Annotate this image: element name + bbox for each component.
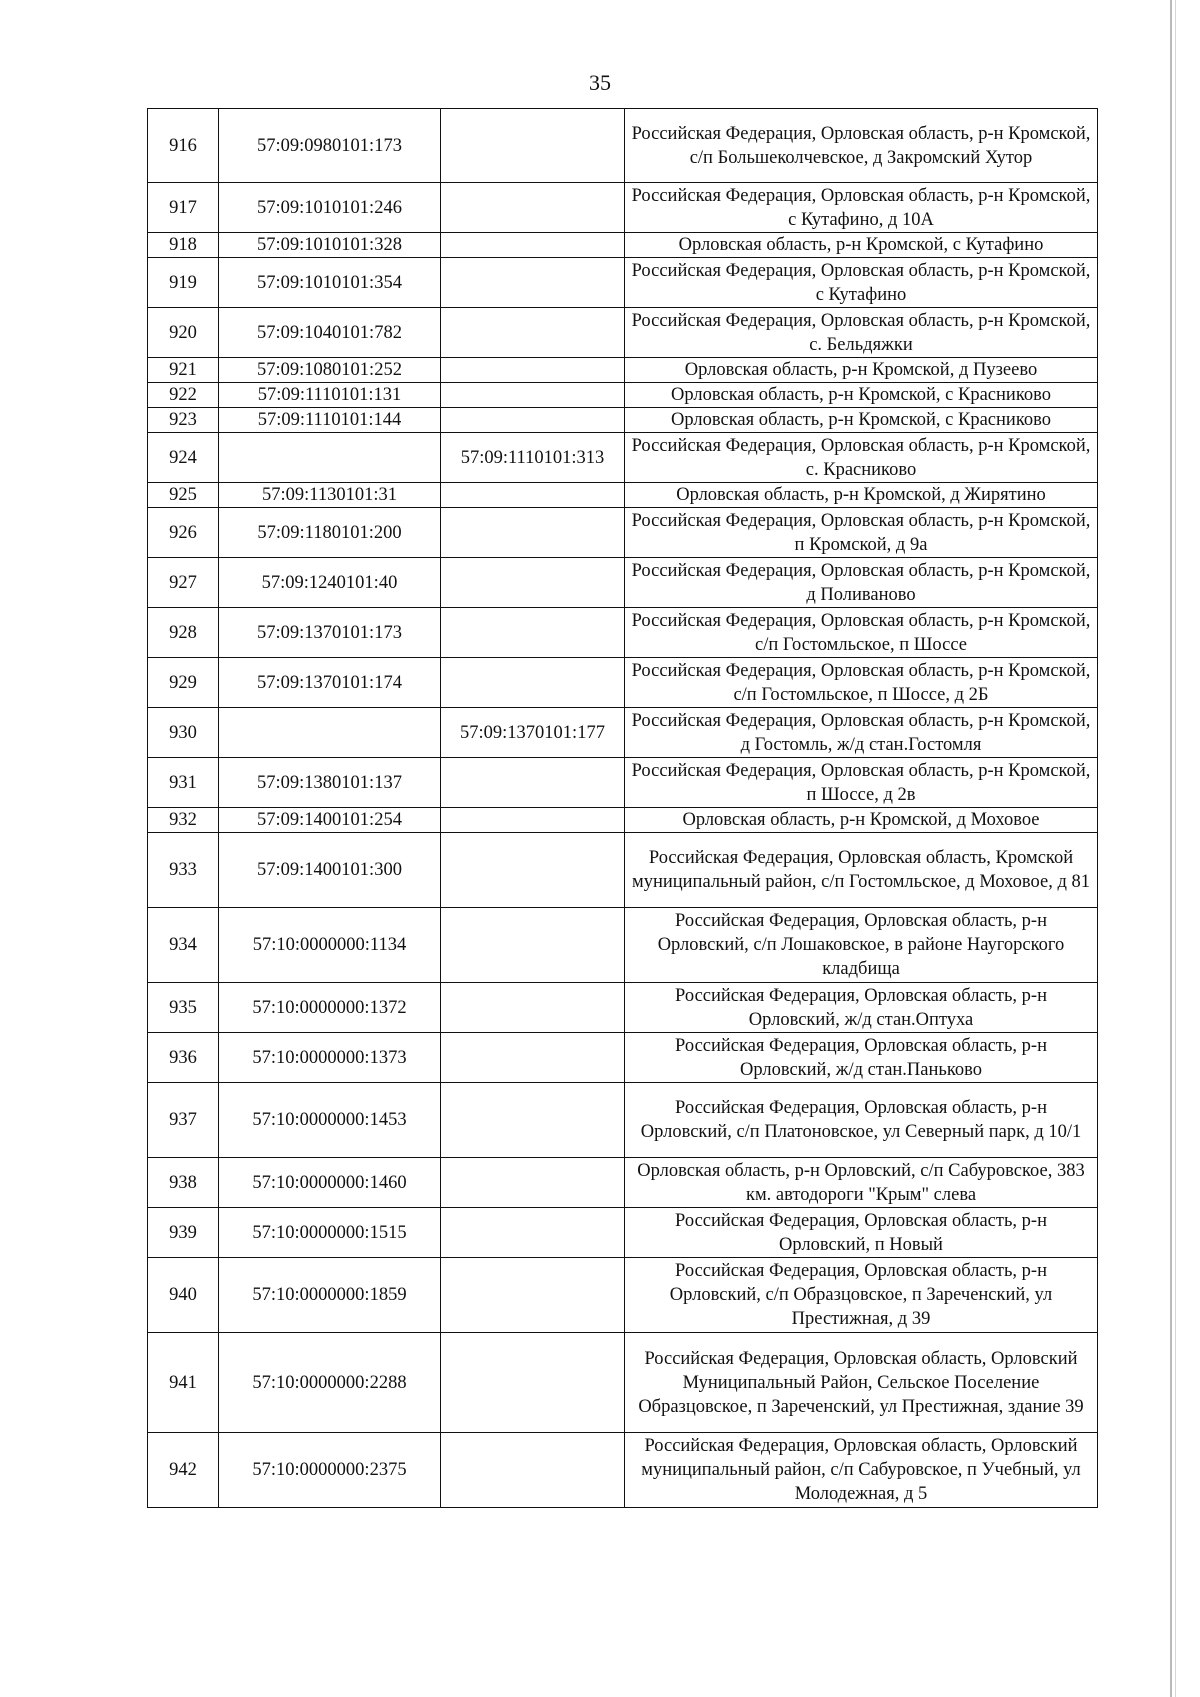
row-number-cell: 936 bbox=[148, 1033, 219, 1083]
cadastral-number-cell: 57:09:1010101:354 bbox=[219, 258, 441, 308]
cadastral-number-cell: 57:10:0000000:1460 bbox=[219, 1158, 441, 1208]
table-row bbox=[148, 109, 1098, 183]
secondary-cadastral-number-cell bbox=[441, 508, 625, 558]
address-cell: Орловская область, р-н Кромской, д Пузеево bbox=[625, 358, 1098, 383]
cadastral-number-cell: 57:09:1110101:131 bbox=[219, 383, 441, 408]
table-row bbox=[148, 758, 1098, 808]
cadastral-number-cell bbox=[219, 708, 441, 758]
secondary-cadastral-number-cell bbox=[441, 833, 625, 908]
cadastral-number-cell: 57:09:1370101:173 bbox=[219, 608, 441, 658]
table-row bbox=[148, 233, 1098, 258]
table-row bbox=[148, 658, 1098, 708]
secondary-cadastral-number-cell bbox=[441, 608, 625, 658]
table-row bbox=[148, 1158, 1098, 1208]
cadastral-number-cell: 57:09:1110101:144 bbox=[219, 408, 441, 433]
address-cell: Орловская область, р-н Кромской, д Жирятино bbox=[625, 483, 1098, 508]
cadastral-number-cell: 57:10:0000000:1859 bbox=[219, 1258, 441, 1333]
scan-edge-line bbox=[1170, 0, 1172, 1697]
row-number-cell: 941 bbox=[148, 1333, 219, 1433]
secondary-cadastral-number-cell bbox=[441, 983, 625, 1033]
row-number-cell: 925 bbox=[148, 483, 219, 508]
cadastral-number-cell: 57:10:0000000:1134 bbox=[219, 908, 441, 983]
page-number: 35 bbox=[589, 70, 611, 95]
row-number-cell: 921 bbox=[148, 358, 219, 383]
cadastral-number-cell: 57:09:1130101:31 bbox=[219, 483, 441, 508]
cadastral-number-cell: 57:09:1010101:328 bbox=[219, 233, 441, 258]
cadastral-number-cell: 57:09:1370101:174 bbox=[219, 658, 441, 708]
table-row bbox=[148, 808, 1098, 833]
secondary-cadastral-number-cell bbox=[441, 758, 625, 808]
address-cell: Российская Федерация, Орловская область, р-н Орловский, с/п Платоновское, ул Северный парк, д 10/1 bbox=[625, 1083, 1098, 1158]
row-number-cell: 928 bbox=[148, 608, 219, 658]
scan-edge-line-secondary bbox=[1175, 0, 1176, 1697]
address-cell: Российская Федерация, Орловская область, р-н Кромской, с. Бельдяжки bbox=[625, 308, 1098, 358]
cadastral-number-cell bbox=[219, 433, 441, 483]
secondary-cadastral-number-cell bbox=[441, 383, 625, 408]
address-cell: Российская Федерация, Орловская область, р-н Кромской, с. Красниково bbox=[625, 433, 1098, 483]
table-row bbox=[148, 433, 1098, 483]
address-cell: Орловская область, р-н Кромской, с Красниково bbox=[625, 408, 1098, 433]
row-number-cell: 940 bbox=[148, 1258, 219, 1333]
secondary-cadastral-number-cell bbox=[441, 183, 625, 233]
table-row bbox=[148, 183, 1098, 233]
secondary-cadastral-number-cell bbox=[441, 483, 625, 508]
secondary-cadastral-number-cell bbox=[441, 233, 625, 258]
address-cell: Российская Федерация, Орловская область, р-н Кромской, с/п Гостомльское, п Шоссе, д 2Б bbox=[625, 658, 1098, 708]
table-row bbox=[148, 1083, 1098, 1158]
row-number-cell: 932 bbox=[148, 808, 219, 833]
table-row bbox=[148, 258, 1098, 308]
row-number-cell: 924 bbox=[148, 433, 219, 483]
cadastral-number-cell: 57:09:1080101:252 bbox=[219, 358, 441, 383]
cadastral-number-cell: 57:10:0000000:1373 bbox=[219, 1033, 441, 1083]
address-cell: Орловская область, р-н Кромской, с Кутафино bbox=[625, 233, 1098, 258]
row-number-cell: 935 bbox=[148, 983, 219, 1033]
row-number-cell: 929 bbox=[148, 658, 219, 708]
address-cell: Российская Федерация, Орловская область, Кромской муниципальный район, с/п Гостомльское, д Моховое, д 81 bbox=[625, 833, 1098, 908]
address-cell: Российская Федерация, Орловская область, р-н Орловский, ж/д стан.Паньково bbox=[625, 1033, 1098, 1083]
table-row bbox=[148, 358, 1098, 383]
address-cell: Российская Федерация, Орловская область, р-н Кромской, с Кутафино bbox=[625, 258, 1098, 308]
table-row bbox=[148, 1258, 1098, 1333]
row-number-cell: 918 bbox=[148, 233, 219, 258]
table-row bbox=[148, 983, 1098, 1033]
secondary-cadastral-number-cell bbox=[441, 558, 625, 608]
cadastral-number-cell: 57:10:0000000:2375 bbox=[219, 1433, 441, 1508]
address-cell: Российская Федерация, Орловская область, р-н Кромской, д Поливаново bbox=[625, 558, 1098, 608]
cadastral-number-cell: 57:09:1240101:40 bbox=[219, 558, 441, 608]
row-number-cell: 922 bbox=[148, 383, 219, 408]
registry-table-body bbox=[148, 109, 1098, 1508]
secondary-cadastral-number-cell bbox=[441, 808, 625, 833]
secondary-cadastral-number-cell bbox=[441, 258, 625, 308]
address-cell: Орловская область, р-н Орловский, с/п Сабуровское, 383 км. автодороги "Крым" слева bbox=[625, 1158, 1098, 1208]
cadastral-number-cell: 57:10:0000000:1515 bbox=[219, 1208, 441, 1258]
cadastral-number-cell: 57:09:1380101:137 bbox=[219, 758, 441, 808]
address-cell: Российская Федерация, Орловская область, р-н Кромской, п Шоссе, д 2в bbox=[625, 758, 1098, 808]
secondary-cadastral-number-cell bbox=[441, 408, 625, 433]
address-cell: Российская Федерация, Орловская область, р-н Кромской, с/п Гостомльское, п Шоссе bbox=[625, 608, 1098, 658]
secondary-cadastral-number-cell bbox=[441, 1258, 625, 1333]
registry-table bbox=[147, 108, 1098, 1508]
row-number-cell: 934 bbox=[148, 908, 219, 983]
table-row bbox=[148, 833, 1098, 908]
row-number-cell: 919 bbox=[148, 258, 219, 308]
row-number-cell: 933 bbox=[148, 833, 219, 908]
row-number-cell: 930 bbox=[148, 708, 219, 758]
table-row bbox=[148, 383, 1098, 408]
row-number-cell: 927 bbox=[148, 558, 219, 608]
row-number-cell: 917 bbox=[148, 183, 219, 233]
address-cell: Орловская область, р-н Кромской, д Моховое bbox=[625, 808, 1098, 833]
address-cell: Российская Федерация, Орловская область, Орловский Муниципальный Район, Сельское Поселение Образцовское, п Зареченский, ул Престижная, здание 39 bbox=[625, 1333, 1098, 1433]
secondary-cadastral-number-cell bbox=[441, 1083, 625, 1158]
table-row bbox=[148, 1333, 1098, 1433]
secondary-cadastral-number-cell bbox=[441, 109, 625, 183]
cadastral-number-cell: 57:10:0000000:1453 bbox=[219, 1083, 441, 1158]
address-cell: Российская Федерация, Орловская область, р-н Кромской, п Кромской, д 9а bbox=[625, 508, 1098, 558]
address-cell: Орловская область, р-н Кромской, с Красниково bbox=[625, 383, 1098, 408]
secondary-cadastral-number-cell bbox=[441, 1158, 625, 1208]
table-row bbox=[148, 308, 1098, 358]
row-number-cell: 923 bbox=[148, 408, 219, 433]
cadastral-number-cell: 57:09:1400101:300 bbox=[219, 833, 441, 908]
table-row bbox=[148, 558, 1098, 608]
secondary-cadastral-number-cell bbox=[441, 1033, 625, 1083]
secondary-cadastral-number-cell bbox=[441, 358, 625, 383]
row-number-cell: 916 bbox=[148, 109, 219, 183]
table-row bbox=[148, 1033, 1098, 1083]
secondary-cadastral-number-cell bbox=[441, 1433, 625, 1508]
cadastral-number-cell: 57:10:0000000:2288 bbox=[219, 1333, 441, 1433]
cadastral-number-cell: 57:10:0000000:1372 bbox=[219, 983, 441, 1033]
cadastral-number-cell: 57:09:0980101:173 bbox=[219, 109, 441, 183]
address-cell: Российская Федерация, Орловская область, р-н Кромской, д Гостомль, ж/д стан.Гостомля bbox=[625, 708, 1098, 758]
address-cell: Российская Федерация, Орловская область, р-н Кромской, с/п Большеколчевское, д Закромский Хутор bbox=[625, 109, 1098, 183]
secondary-cadastral-number-cell bbox=[441, 1333, 625, 1433]
secondary-cadastral-number-cell: 57:09:1110101:313 bbox=[441, 433, 625, 483]
table-row bbox=[148, 408, 1098, 433]
secondary-cadastral-number-cell bbox=[441, 308, 625, 358]
cadastral-number-cell: 57:09:1040101:782 bbox=[219, 308, 441, 358]
address-cell: Российская Федерация, Орловская область, р-н Орловский, п Новый bbox=[625, 1208, 1098, 1258]
secondary-cadastral-number-cell bbox=[441, 658, 625, 708]
table-row bbox=[148, 508, 1098, 558]
row-number-cell: 926 bbox=[148, 508, 219, 558]
address-cell: Российская Федерация, Орловская область, Орловский муниципальный район, с/п Сабуровское, п Учебный, ул Молодежная, д 5 bbox=[625, 1433, 1098, 1508]
cadastral-number-cell: 57:09:1180101:200 bbox=[219, 508, 441, 558]
table-row bbox=[148, 708, 1098, 758]
secondary-cadastral-number-cell: 57:09:1370101:177 bbox=[441, 708, 625, 758]
cadastral-number-cell: 57:09:1400101:254 bbox=[219, 808, 441, 833]
secondary-cadastral-number-cell bbox=[441, 1208, 625, 1258]
address-cell: Российская Федерация, Орловская область, р-н Орловский, с/п Образцовское, п Зареченский, ул Престижная, д 39 bbox=[625, 1258, 1098, 1333]
address-cell: Российская Федерация, Орловская область, р-н Орловский, ж/д стан.Оптуха bbox=[625, 983, 1098, 1033]
secondary-cadastral-number-cell bbox=[441, 908, 625, 983]
table-row bbox=[148, 1208, 1098, 1258]
table-row bbox=[148, 608, 1098, 658]
table-row bbox=[148, 908, 1098, 983]
row-number-cell: 938 bbox=[148, 1158, 219, 1208]
row-number-cell: 931 bbox=[148, 758, 219, 808]
address-cell: Российская Федерация, Орловская область, р-н Орловский, с/п Лошаковское, в районе Наугорского кладбища bbox=[625, 908, 1098, 983]
row-number-cell: 920 bbox=[148, 308, 219, 358]
address-cell: Российская Федерация, Орловская область, р-н Кромской, с Кутафино, д 10А bbox=[625, 183, 1098, 233]
table-row bbox=[148, 1433, 1098, 1508]
row-number-cell: 942 bbox=[148, 1433, 219, 1508]
row-number-cell: 939 bbox=[148, 1208, 219, 1258]
row-number-cell: 937 bbox=[148, 1083, 219, 1158]
cadastral-number-cell: 57:09:1010101:246 bbox=[219, 183, 441, 233]
table-row bbox=[148, 483, 1098, 508]
